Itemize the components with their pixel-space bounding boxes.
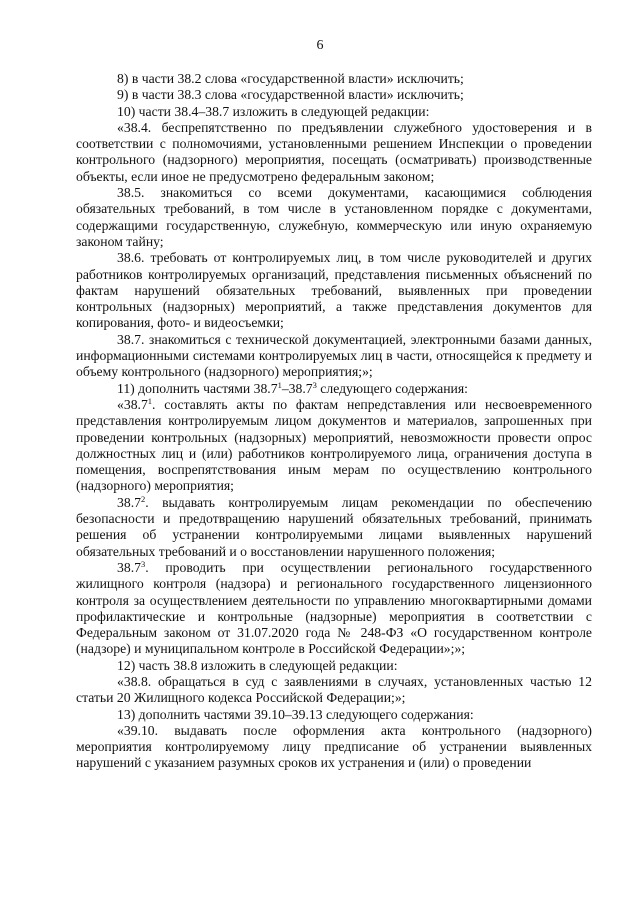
paragraph: «38.7$^1$. составлять акты по фактам непредставления или несвоевременного представления контролируемым лицом документов и материалов, запрошенных при проведении контрольных (надзорных) мероприятий, невозможности провести опрос должностных лиц и (или) работников контролируемого лица, ограничения доступа в помещения, воспрепятствования иным мерам по осуществлению контрольного (надзорного) мероприятия; (76, 395, 592, 494)
paragraph: 38.7. знакомиться с технической документацией, электронными базами данных, информационными системами контролируемых лиц в части, относящейся к предмету и объему контрольного (надзорного) мероприятия;»; (76, 331, 592, 380)
paragraph: «38.8. обращаться в суд с заявлениями в случаях, установленных частью 12 статьи 20 Жилищного кодекса Российской Федерации;»; (76, 673, 592, 706)
paragraph: 11) дополнить частями 38.7$^1$–38.7$^3$ следующего содержания: (117, 379, 468, 396)
paragraph: 12) часть 38.8 изложить в следующей редакции: (117, 657, 398, 673)
paragraph: 9) в части 38.3 слова «государственной власти» исключить; (117, 87, 464, 103)
paragraph: «39.10. выдавать после оформления акта контрольного (надзорного) мероприятия контролируемому лицу предписание об устранении выявленных нарушений с указанием разумных сроков их устранения и (или) о проведении (76, 722, 592, 771)
paragraph: 38.7$^2$. выдавать контролируемым лицам рекомендации по обеспечению безопасности и предотвращению нарушений обязательных требований, принимать решения об устранении контролируемыми лицами выявленных нарушений обязательных требований и о восстановлении нарушенного положения; (76, 493, 592, 559)
paragraph: 10) части 38.4–38.7 изложить в следующей редакции: (117, 103, 430, 119)
paragraph: 38.6. требовать от контролируемых лиц, в том числе руководителей и других работников контролируемых организаций, представления письменных объяснений по фактам нарушений обязательных требований, выявленных при проведении контрольных (надзорных) мероприятий, а также представления документов для копирования, фото- и видеосъемки; (76, 250, 592, 331)
paragraph: 13) дополнить частями 39.10–39.13 следующего содержания: (117, 706, 474, 722)
document-body (76, 71, 592, 772)
page-number: 6 (316, 38, 324, 53)
paragraph: 8) в части 38.2 слова «государственной власти» исключить; (117, 71, 464, 86)
paragraph: 38.7$^3$. проводить при осуществлении регионального государственного жилищного контроля (надзора) и регионального государственного лицензионного контроля за осуществлением деятельности по управлению многоквартирными домами профилактические и контрольные (надзорные) мероприятия в соответствии с Федеральным законом от 31.07.2020 года № 248-ФЗ «О государственном контроле (надзоре) и муниципальном контроле в Российской Федерации»;»; (76, 558, 592, 657)
paragraph: «38.4. беспрепятственно по предъявлении служебного удостоверения и в соответствии с полномочиями, установленными решением Инспекции о проведении контрольного (надзорного) мероприятия, посещать (осматривать) производственные объекты, если иное не предусмотрено федеральным законом; (76, 119, 592, 184)
paragraph: 38.5. знакомиться со всеми документами, касающимися соблюдения обязательных требований, в том числе в установленном порядке с документами, содержащими государственную, служебную, коммерческую или иную охраняемую законом тайну; (76, 185, 592, 249)
